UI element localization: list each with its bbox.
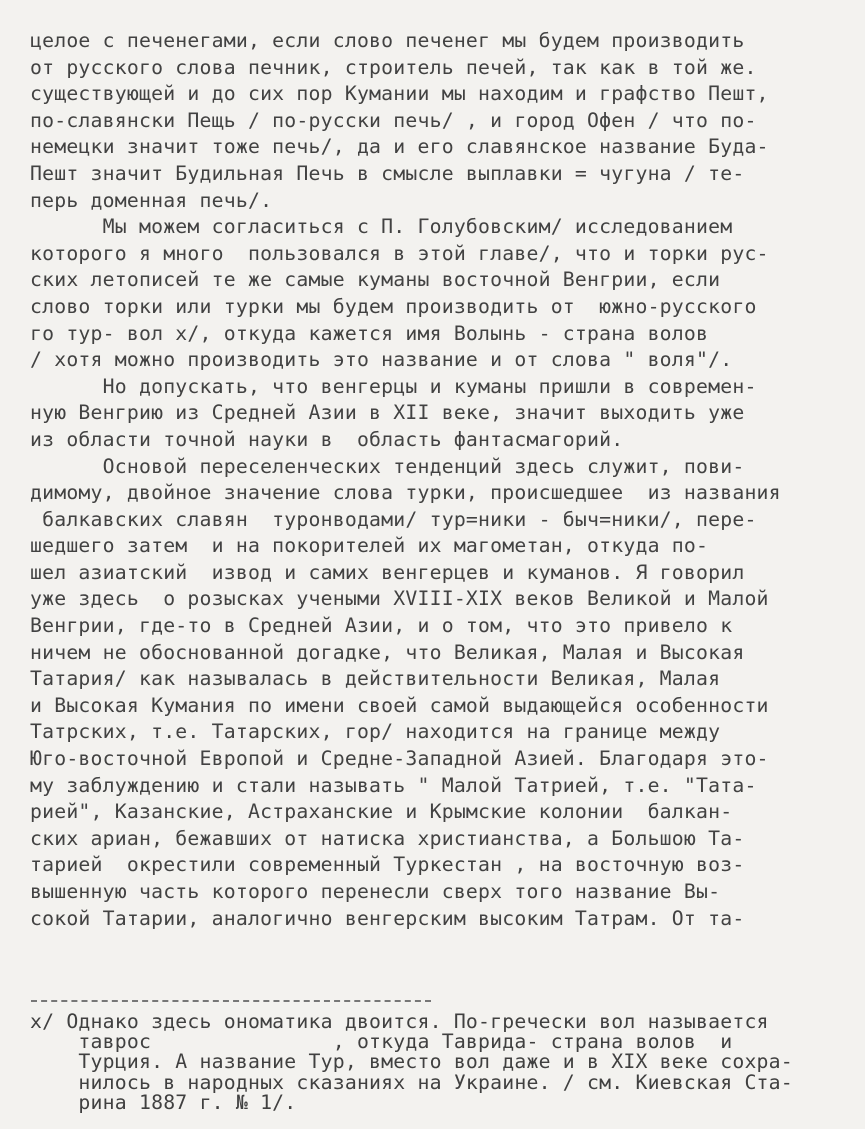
text-line: ских летописей те же самые куманы восточной Венгрии, если	[30, 268, 721, 292]
text-line: сокой Татарии, аналогично венгерским высоким Татрам. От та-	[30, 906, 745, 930]
text-line: Венгрии, где-то в Средней Азии, и о том, что это привело к	[30, 614, 733, 638]
footnote-line: x/ Однако здесь ономатика двоится. По-гречески вол называется	[30, 1010, 769, 1033]
text-line: му заблуждению и стали называть " Малой Татрией, т.е. "Тата-	[30, 773, 757, 797]
text-line: тарией окрестили современный Туркестан , на восточную воз-	[30, 853, 745, 877]
text-line: которого я много пользовался в этой главе/, что и торки рус-	[30, 241, 769, 265]
footnote	[30, 1012, 845, 1113]
text-line: димому, двойное значение слова турки, происшедшее из названия	[30, 481, 781, 505]
text-line: рией", Казанские, Астраханские и Крымские колонии балкан-	[30, 800, 733, 824]
footnote-line: рина 1887 г. № 1/.	[30, 1090, 297, 1114]
text-line: слово торки или турки мы будем производить от южно-русского	[30, 294, 757, 318]
text-line: и Высокая Кумания по имени своей самой выдающейся особенности	[30, 693, 769, 717]
text-line: от русского слова печник, строитель печей, так как в той же.	[30, 55, 757, 79]
footnote-line: нилось в народных сказаниях на Украине. / см. Киевская Ста-	[30, 1070, 793, 1094]
footnote-separator	[31, 1000, 431, 1002]
text-line: шел азиатский извод и самих венгерцев и куманов. Я говорил	[30, 560, 745, 584]
text-line: Юго-восточной Европой и Средне-Западной Азией. Благодаря это-	[30, 747, 769, 771]
text-line: Татрских, т.е. Татарских, гор/ находится на границе между	[30, 720, 721, 744]
text-line: шедшего затем и на покорителей их магометан, откуда по-	[30, 534, 709, 558]
footnote-line: Турция. А название Тур, вместо вол даже и в XIX веке сохра-	[30, 1050, 793, 1074]
text-line: балкавских славян туронводами/ тур=ники - быч=ники/, пере-	[30, 507, 757, 531]
text-line: ничем не обоснованной догадке, что Великая, Малая и Высокая	[30, 640, 745, 664]
text-line: Пешт значит Будильная Печь в смысле выплавки = чугуна / те-	[30, 161, 745, 185]
text-line: Но допускать, что венгерцы и куманы пришли в современ-	[30, 374, 757, 398]
footnote-line: таврос , откуда Таврида- страна волов и	[30, 1030, 733, 1054]
text-line: уже здесь о розысках учеными XVIII-XIX веков Великой и Малой	[30, 587, 769, 611]
text-line: Татария/ как называлась в действительности Великая, Малая	[30, 667, 721, 691]
text-line: по-славянски Пещь / по-русски печь/ , и город Офен / что по-	[30, 108, 757, 132]
main-text	[30, 28, 845, 932]
text-line: ских ариан, бежавших от натиска христианства, а Большою Та-	[30, 826, 745, 850]
text-line: целое с печенегами, если слово печенег мы будем производить	[30, 29, 745, 52]
text-line: вышенную часть которого перенесли сверх того название Вы-	[30, 880, 721, 903]
text-line: ную Венгрию из Средней Азии в XII веке, значит выходить уже	[30, 401, 745, 425]
text-line: существующей и до сих пор Кумании мы находим и графство Пешт,	[30, 82, 769, 106]
text-line: го тур- вол x/, откуда кажется имя Волынь - страна волов	[30, 321, 709, 345]
text-line: из области точной науки в область фантасмагорий.	[30, 427, 624, 451]
text-line: перь доменная печь/.	[30, 188, 273, 212]
text-line: немецки значит тоже печь/, да и его славянское название Буда-	[30, 135, 769, 159]
text-line: / хотя можно производить это название и от слова " воля"/.	[30, 348, 733, 372]
text-line: Основой переселенческих тенденций здесь служит, пови-	[30, 454, 745, 478]
text-line: Мы можем согласиться с П. Голубовским/ исследованием	[30, 215, 733, 239]
